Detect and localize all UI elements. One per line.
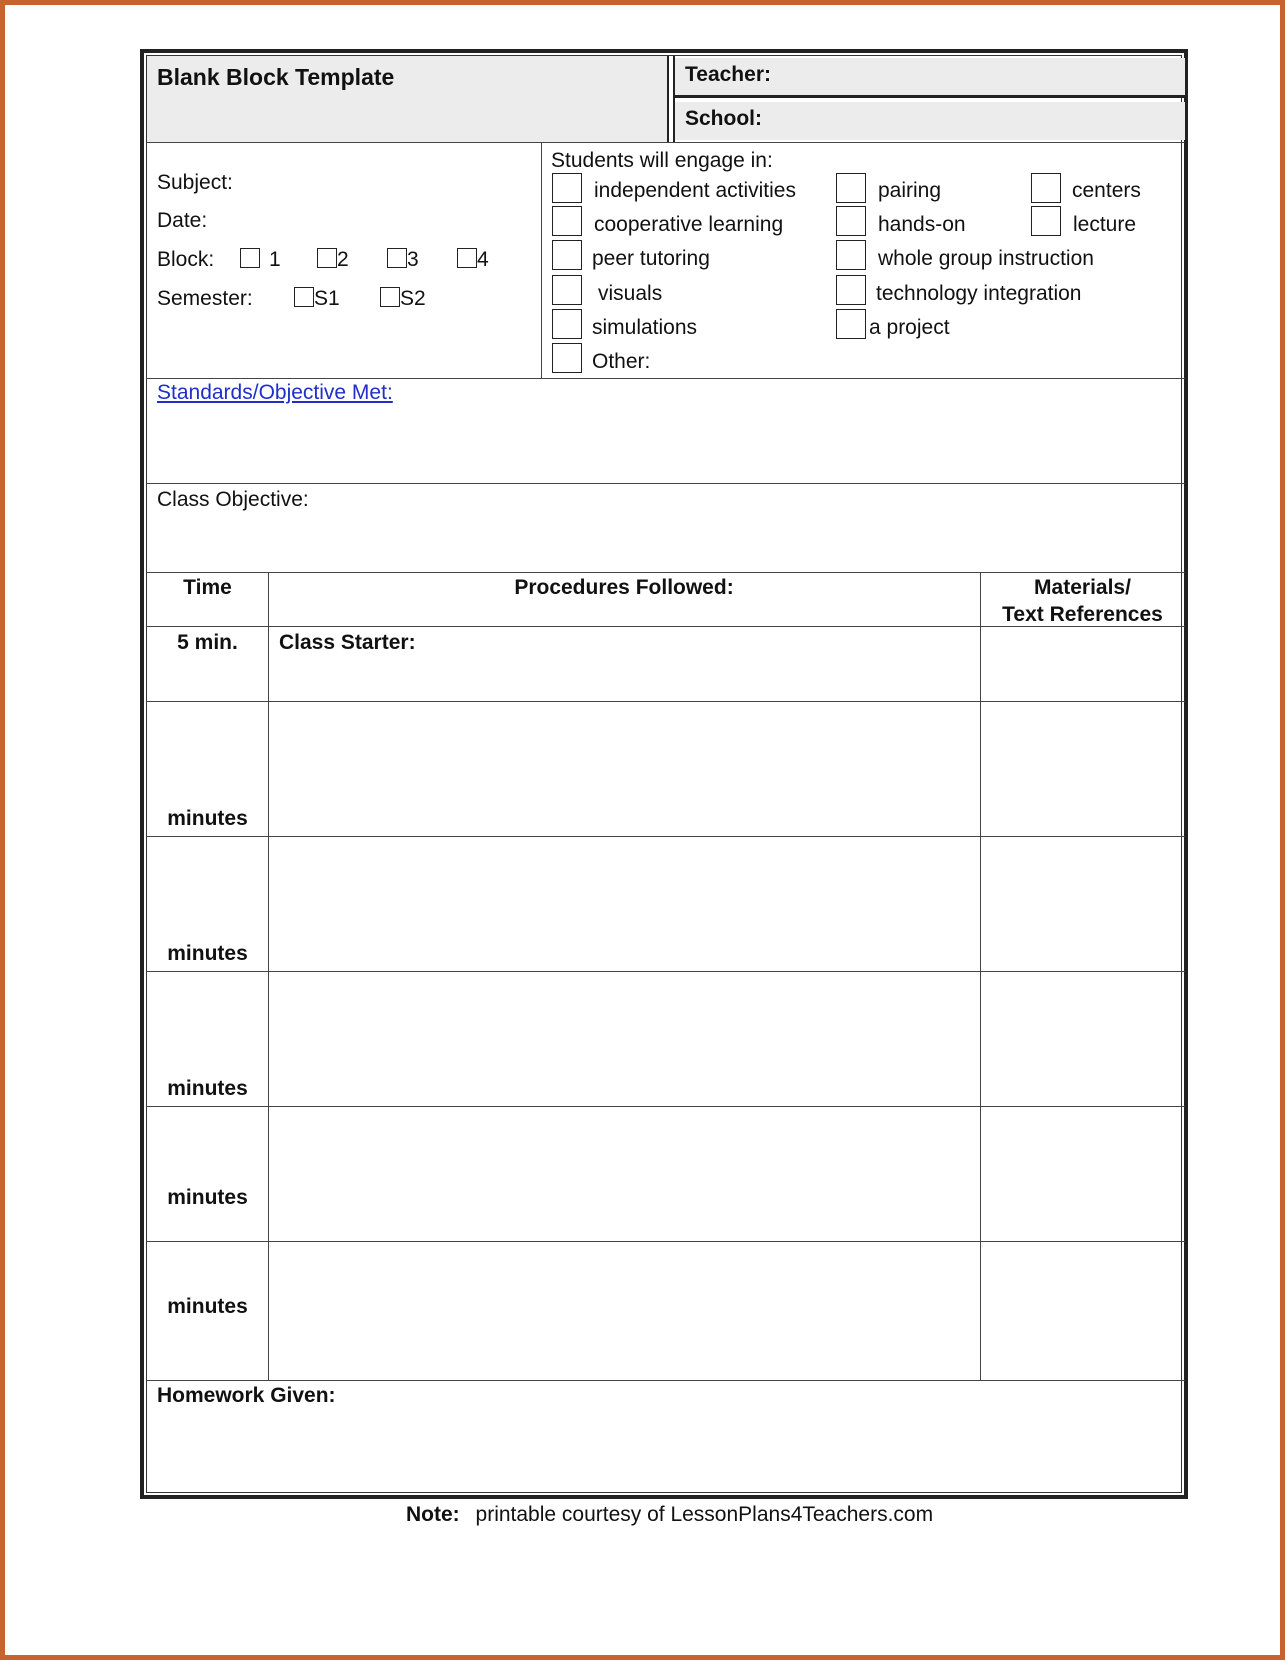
row-5-procedure-cell[interactable] <box>269 1242 979 1379</box>
materials-header-line1: Materials/ <box>1034 576 1131 599</box>
row-1-time: minutes <box>167 807 248 830</box>
class-starter-label: Class Starter: <box>279 631 416 654</box>
row-3-time: minutes <box>167 1077 248 1100</box>
subject-label: Subject: <box>157 171 233 194</box>
class-starter-procedure-cell[interactable] <box>269 656 979 698</box>
engage-heading: Students will engage in: <box>551 149 773 172</box>
engage-independent-checkbox[interactable] <box>552 173 582 203</box>
engage-cooperative-label: cooperative learning <box>594 213 784 236</box>
date-label: Date: <box>157 209 208 232</box>
engage-centers-checkbox[interactable] <box>1031 173 1061 203</box>
engage-visuals-checkbox[interactable] <box>552 275 582 305</box>
engage-technology-label: technology integration <box>876 282 1082 305</box>
engage-project-label: a project <box>869 316 950 339</box>
row-4-materials-cell[interactable] <box>981 1107 1185 1240</box>
engage-other-checkbox[interactable] <box>552 343 582 373</box>
engage-lecture-checkbox[interactable] <box>1031 206 1061 236</box>
subject-field[interactable] <box>237 168 507 196</box>
row-3-materials-cell[interactable] <box>981 972 1185 1105</box>
block-1-label: 1 <box>269 248 281 271</box>
engage-simulations-label: simulations <box>592 316 698 339</box>
class-starter-materials-cell[interactable] <box>981 627 1185 700</box>
form-inner <box>146 55 1182 1493</box>
school-label: School: <box>685 107 762 130</box>
semester-s1-label: S1 <box>314 287 340 310</box>
block-2-label: 2 <box>337 248 349 271</box>
engage-other-label: Other: <box>592 350 651 373</box>
engage-centers-label: centers <box>1072 179 1141 202</box>
engage-project-checkbox[interactable] <box>836 309 866 339</box>
time-header: Time <box>183 576 232 599</box>
engage-pairing-label: pairing <box>878 179 942 202</box>
header-bottom-line <box>147 142 1185 143</box>
table-bottom-line <box>147 1380 1185 1381</box>
row-4-procedure-cell[interactable] <box>269 1107 979 1240</box>
semester-s1-checkbox[interactable] <box>294 287 314 307</box>
row-1-procedure-cell[interactable] <box>269 702 979 835</box>
date-field[interactable] <box>217 206 487 234</box>
engage-simulations-checkbox[interactable] <box>552 309 582 339</box>
row-2-materials-cell[interactable] <box>981 837 1185 970</box>
engage-pairing-checkbox[interactable] <box>836 173 866 203</box>
starter-time: 5 min. <box>177 631 238 654</box>
block-1-checkbox[interactable] <box>240 248 260 268</box>
engage-cooperative-checkbox[interactable] <box>552 206 582 236</box>
row-3-procedure-cell[interactable] <box>269 972 979 1105</box>
class-objective-field[interactable] <box>147 514 1185 569</box>
row-4-time: minutes <box>167 1186 248 1209</box>
engage-visuals-label: visuals <box>598 282 663 305</box>
footer-note <box>406 1504 933 1525</box>
block-3-checkbox[interactable] <box>387 248 407 268</box>
row-2-procedure-cell[interactable] <box>269 837 979 970</box>
materials-header-line2: Text References <box>1002 603 1163 626</box>
class-objective-label: Class Objective: <box>157 488 309 511</box>
row-1-materials-cell[interactable] <box>981 702 1185 835</box>
block-label: Block: <box>157 248 215 271</box>
engage-technology-checkbox[interactable] <box>836 275 866 305</box>
engage-peer-tutoring-checkbox[interactable] <box>552 240 582 270</box>
info-bottom-line <box>147 378 1185 379</box>
engage-hands-on-label: hands-on <box>878 213 966 236</box>
row-2-time: minutes <box>167 942 248 965</box>
semester-s2-label: S2 <box>400 287 426 310</box>
engage-peer-tutoring-label: peer tutoring <box>592 247 710 270</box>
engage-hands-on-checkbox[interactable] <box>836 206 866 236</box>
standards-bottom-line <box>147 483 1185 484</box>
standards-link[interactable]: Standards/Objective Met: <box>157 381 393 404</box>
row-5-materials-cell[interactable] <box>981 1242 1185 1379</box>
teacher-label: Teacher: <box>685 63 771 86</box>
objective-bottom-line <box>147 572 1185 573</box>
info-divider <box>541 142 542 378</box>
note-text: printable courtesy of LessonPlans4Teachers.com <box>475 1503 934 1526</box>
block-4-label: 4 <box>477 248 489 271</box>
procedures-header: Procedures Followed: <box>514 576 734 599</box>
engage-independent-label: independent activities <box>594 179 796 202</box>
row-5-time: minutes <box>167 1295 248 1318</box>
page-title: Blank Block Template <box>157 64 395 90</box>
homework-field[interactable] <box>147 1411 1185 1491</box>
block-2-checkbox[interactable] <box>317 248 337 268</box>
engage-lecture-label: lecture <box>1073 213 1137 236</box>
block-3-label: 3 <box>407 248 419 271</box>
header-divider-a <box>667 56 669 142</box>
engage-whole-group-label: whole group instruction <box>878 247 1094 270</box>
semester-label: Semester: <box>157 287 253 310</box>
block-4-checkbox[interactable] <box>457 248 477 268</box>
note-label: Note: <box>406 1503 460 1526</box>
lesson-plan-form <box>140 49 1188 1499</box>
homework-label: Homework Given: <box>157 1384 336 1407</box>
standards-field[interactable] <box>147 406 1185 476</box>
engage-whole-group-checkbox[interactable] <box>836 240 866 270</box>
semester-s2-checkbox[interactable] <box>380 287 400 307</box>
